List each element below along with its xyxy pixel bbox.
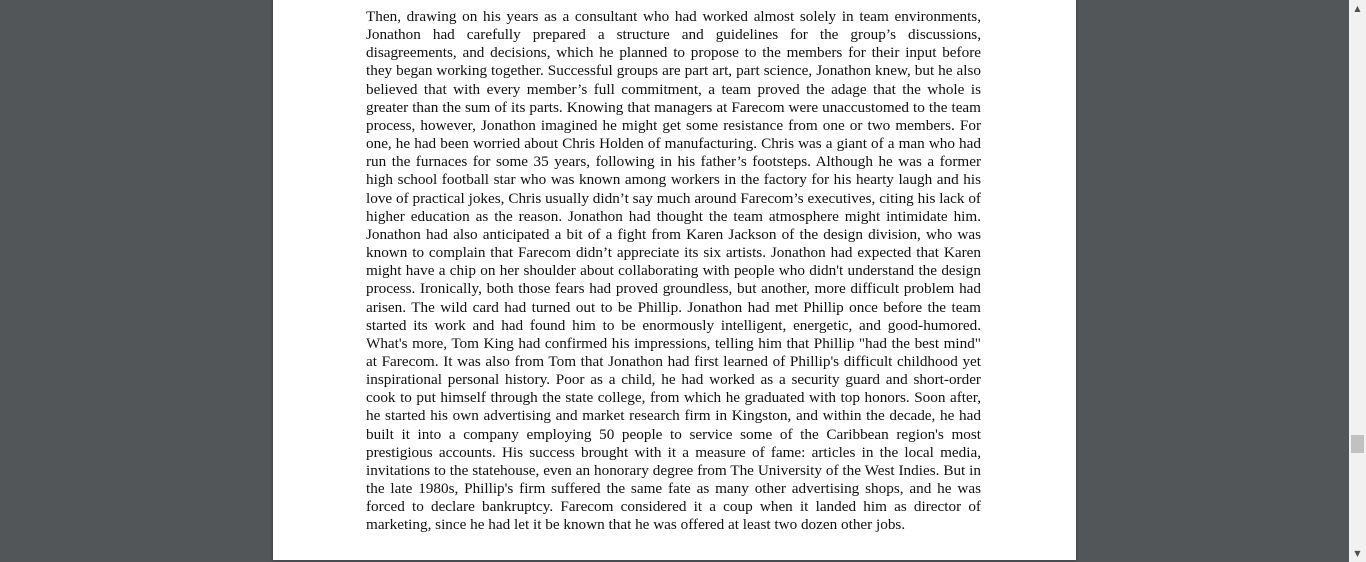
- body-paragraph: Then, drawing on his years as a consultant who had worked almost solely in team environments, Jonathon had carefully prepared a structure and guidelines for the group’s discussions, disagreements, and decisions, which he planned to propose to the members for their input before they began working together. Successful groups are part art, part science, Jonathon knew, but he also believed that with every member’s full commitment, a team proved the adage that the whole is greater than the sum of its parts. Knowing that managers at Farecom were unaccustomed to the team process, however, Jonathon imagined he might get some resistance from one or two members. For one, he had been worried about Chris Holden of manufacturing. Chris was a giant of a man who had run the furnaces for some 35 years, following in his father’s footsteps. Although he was a former high school football star who was known among workers in the factory for his hearty laugh and his love of practical jokes, Chris usually didn’t say much around Farecom’s executives, citing his lack of higher education as the reason. Jonathon had thought the team atmosphere might intimidate him. Jonathon had also anticipated a bit of a fight from Karen Jackson of the design division, who was known to complain that Farecom didn’t appreciate its six artists. Jonathon had expected that Karen might have a chip on her shoulder about collaborating with people who didn't understand the design process. Ironically, both those fears had proved groundless, but another, more difficult problem had arisen. The wild card had turned out to be Phillip. Jonathon had met Phillip once before the team started its work and had found him to be enormously intelligent, energetic, and good-humored. What's more, Tom King had confirmed his impressions, telling him that Phillip "had the best mind" at Farecom. It was also from Tom that Jonathon had first learned of Phillip's difficult childhood yet inspirational personal history. Poor as a child, he had worked as a security guard and short-order cook to put himself through the state college, from which he graduated with top honors. Soon after, he started his own advertising and market research firm in Kingston, and within the decade, he had built it into a company employing 50 people to service some of the Caribbean region's most prestigious accounts. His success brought with it a measure of fame: articles in the local media, invitations to the statehouse, even an honorary degree from The University of the West Indies. But in the late 1980s, Phillip's firm suffered the same fate as many other advertising shops, and he was forced to declare bankruptcy. Farecom considered it a coup when it landed him as director of marketing, since he had let it be known that he was offered at least two dozen other jobs.: [366, 8, 981, 534]
- scroll-down-arrow-icon[interactable]: ▼: [1354, 549, 1361, 558]
- scrollbar-thumb[interactable]: [1351, 435, 1364, 453]
- document-page: [273, 0, 1076, 560]
- scroll-up-arrow-icon[interactable]: ▲: [1354, 4, 1361, 13]
- vertical-scrollbar[interactable]: [1349, 0, 1366, 562]
